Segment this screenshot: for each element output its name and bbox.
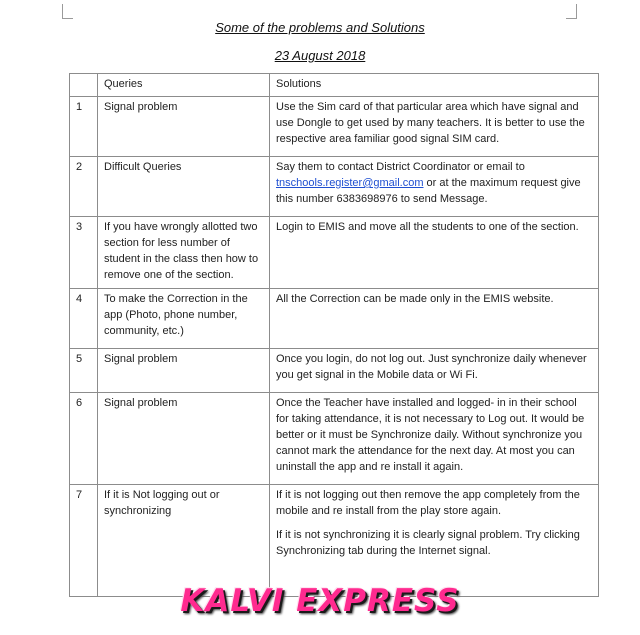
- header-solutions: Solutions: [270, 74, 599, 97]
- table-row: [70, 393, 599, 485]
- solution-text-after-link: or at the maximum request give this number 6383698976 to send Message.: [276, 177, 581, 205]
- solution-paragraph-2: If it is not synchronizing it is clearly signal problem. Try clicking Synchronizing tab during the Internet signal.: [276, 529, 580, 557]
- header-queries: Queries: [98, 74, 270, 97]
- row-query: Signal problem: [98, 97, 270, 157]
- kalvi-express-watermark: KALVI EXPRESS: [180, 583, 460, 619]
- row-number: 7: [70, 485, 98, 597]
- table-row: [70, 485, 599, 597]
- row-number: 3: [70, 217, 98, 289]
- row-query: Difficult Queries: [98, 157, 270, 217]
- table-header-row: [70, 74, 599, 97]
- row-number: 1: [70, 97, 98, 157]
- row-query: Signal problem: [98, 349, 270, 393]
- row-solution: Once the Teacher have installed and logged- in in their school for taking attendance, it is not necessary to Log out. It would be better or it must be Synchronize daily. Without synchronize you cannot mark the attendance for the next day. At most you can uninstall the app and re install it again.: [270, 393, 599, 485]
- header-number: [70, 74, 98, 97]
- row-number: 6: [70, 393, 98, 485]
- table-row: [70, 157, 599, 217]
- row-solution: [270, 157, 599, 217]
- row-query: To make the Correction in the app (Photo, phone number, community, etc.): [98, 289, 270, 349]
- problems-solutions-table: [69, 73, 599, 597]
- email-link[interactable]: tnschools.register@gmail.com: [276, 177, 424, 189]
- row-solution: [270, 485, 599, 597]
- row-query: If it is Not logging out or synchronizing: [98, 485, 270, 597]
- row-solution: All the Correction can be made only in the EMIS website.: [270, 289, 599, 349]
- row-solution: Once you login, do not log out. Just synchronize daily whenever you get signal in the Mobile data or Wi Fi.: [270, 349, 599, 393]
- row-query: Signal problem: [98, 393, 270, 485]
- table-row: [70, 349, 599, 393]
- page-corner-mark-left: [62, 4, 73, 19]
- table-row: [70, 289, 599, 349]
- row-number: 2: [70, 157, 98, 217]
- row-number: 5: [70, 349, 98, 393]
- row-query: If you have wrongly allotted two section for less number of student in the class then how to remove one of the section.: [98, 217, 270, 289]
- table-row: [70, 217, 599, 289]
- row-solution: Use the Sim card of that particular area which have signal and use Dongle to get used by many teachers. It is better to use the respective area familiar good signal SIM card.: [270, 97, 599, 157]
- solution-paragraph-1: If it is not logging out then remove the app completely from the mobile and re install from the play store again.: [276, 489, 580, 517]
- page-corner-mark-right: [566, 4, 577, 19]
- row-solution: Login to EMIS and move all the students to one of the section.: [270, 217, 599, 289]
- document-title: Some of the problems and Solutions: [215, 20, 425, 35]
- row-number: 4: [70, 289, 98, 349]
- solution-text-before-link: Say them to contact District Coordinator or email to: [276, 161, 525, 173]
- table-row: [70, 97, 599, 157]
- document-date: 23 August 2018: [274, 48, 366, 63]
